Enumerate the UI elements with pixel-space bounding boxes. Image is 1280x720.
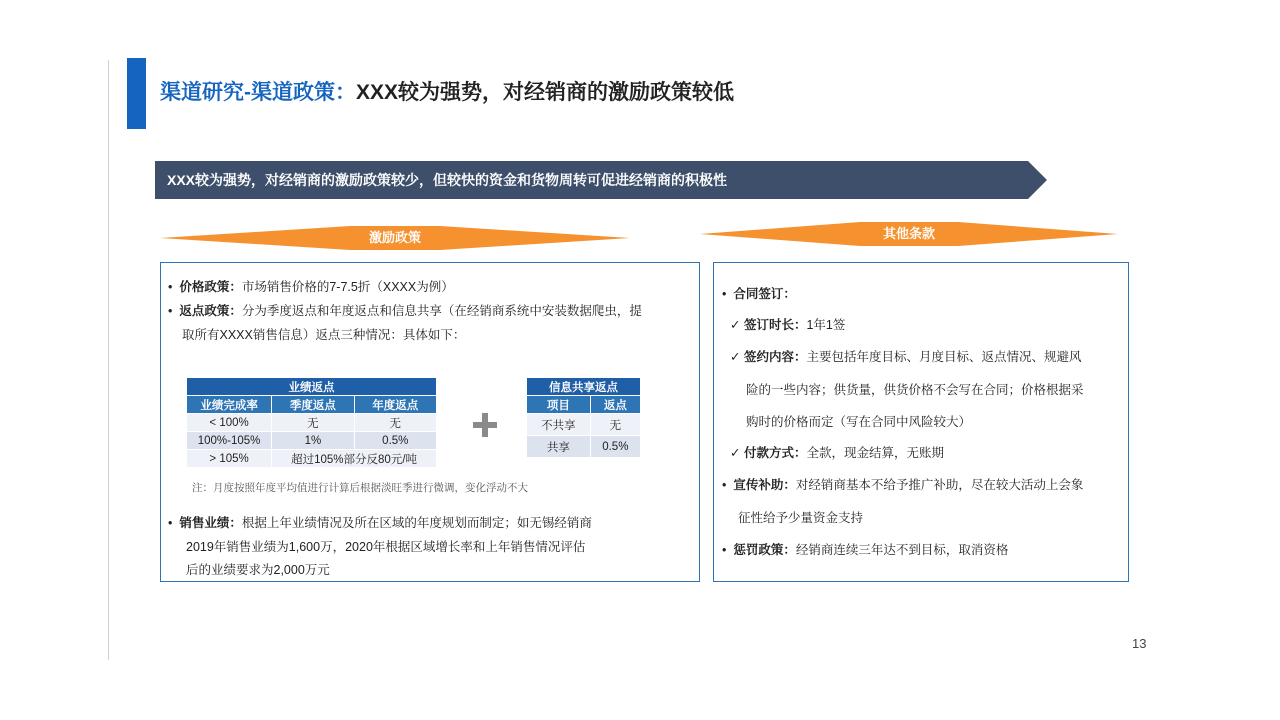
- table-cell: 0.5%: [590, 436, 640, 458]
- promotion-label: 宣传补助：: [733, 478, 796, 492]
- table-cell: 无: [354, 414, 436, 432]
- plus-icon: [473, 413, 497, 437]
- table-cell: 0.5%: [354, 432, 436, 450]
- other-terms-tag: [700, 222, 1118, 246]
- table-title: 业绩返点: [187, 378, 437, 396]
- bullet: •: [168, 304, 173, 318]
- penalty-label: 惩罚政策：: [733, 543, 796, 557]
- sales-performance-item: [168, 513, 592, 531]
- incentive-policy-tag: [160, 226, 630, 250]
- table-row: [527, 414, 641, 436]
- payment-text: 全款，现金结算，无账期: [806, 446, 944, 460]
- sales-performance-text-line2: 2019年销售业绩为1,600万，2020年根据区域增长率和上年销售情况评估: [186, 540, 586, 554]
- bullet: •: [722, 543, 727, 557]
- duration-label: 签订时长：: [743, 318, 807, 332]
- rebate-policy-text-line2: 取所有XXXX销售信息）返点三种情况：具体如下：: [182, 328, 466, 342]
- contract-item: [722, 284, 796, 302]
- check-icon: ✓: [730, 318, 741, 332]
- table-header: 季度返点: [272, 396, 354, 414]
- divider-line: [108, 60, 109, 660]
- table-header: 年度返点: [354, 396, 436, 414]
- payment-label: 付款方式：: [743, 446, 807, 460]
- contract-content-item: [730, 347, 1082, 365]
- table-header: 返点: [590, 396, 640, 414]
- contract-label: 合同签订：: [733, 287, 796, 301]
- table-cell: 超过105%部分反80元/吨: [272, 450, 437, 468]
- sales-performance-label: 销售业绩：: [179, 516, 242, 530]
- table-cell: > 105%: [187, 450, 272, 468]
- sales-performance-text-line3: 后的业绩要求为2,000万元: [186, 563, 330, 577]
- check-icon: ✓: [730, 350, 741, 364]
- content-text-line1: 主要包括年度目标、月度目标、返点情况、规避风: [806, 350, 1082, 364]
- table-row: [527, 436, 641, 458]
- rebate-policy-text-line1: 分为季度返点和年度返点和信息共享（在经销商系统中安装数据爬虫，提: [241, 304, 642, 318]
- table-cell: < 100%: [187, 414, 272, 432]
- table-cell: 无: [272, 414, 354, 432]
- price-policy-label: 价格政策：: [179, 280, 242, 294]
- banner-text: XXX较为强势，对经销商的激励政策较少，但较快的资金和货物周转可促进经销商的积极性: [167, 172, 728, 188]
- info-sharing-rebate-table: [526, 377, 641, 458]
- bullet: •: [722, 287, 727, 301]
- title-accent-bar: [127, 58, 146, 129]
- duration-text: 1年1签: [806, 318, 846, 332]
- page-title: [160, 76, 734, 106]
- table-row: [187, 432, 437, 450]
- check-icon: ✓: [730, 446, 741, 460]
- table-row: [187, 414, 437, 432]
- summary-banner: [155, 161, 1047, 199]
- penalty-policy-item: [722, 540, 1008, 558]
- table-header: 项目: [527, 396, 591, 414]
- content-label: 签约内容：: [743, 350, 807, 364]
- promotion-text-line1: 对经销商基本不给予推广补助，尽在较大活动上会象: [795, 478, 1084, 492]
- payment-method-item: [730, 443, 944, 461]
- title-prefix: 渠道研究-渠道政策：: [160, 81, 356, 104]
- table-title: 信息共享返点: [527, 378, 641, 396]
- rebate-policy-item: [168, 301, 642, 319]
- performance-rebate-table: [186, 377, 437, 468]
- table-cell: 共享: [527, 436, 591, 458]
- price-policy-text: 市场销售价格的7-7.5折（XXXX为例）: [241, 280, 454, 294]
- price-policy-item: [168, 277, 454, 295]
- penalty-text: 经销商连续三年达不到目标，取消资格: [795, 543, 1009, 557]
- table-row: [187, 450, 437, 468]
- rebate-policy-label: 返点政策：: [179, 304, 242, 318]
- page-number: 13: [1132, 636, 1147, 651]
- promotion-text-line2: 征性给予少量资金支持: [738, 511, 864, 525]
- contract-duration-item: [730, 315, 845, 333]
- incentive-tag-label: 激励政策: [368, 230, 421, 245]
- table-header: 业绩完成率: [187, 396, 272, 414]
- table-cell: 不共享: [527, 414, 591, 436]
- table-cell: 100%-105%: [187, 432, 272, 450]
- bullet: •: [168, 280, 173, 294]
- sales-performance-text-line1: 根据上年业绩情况及所在区域的年度规划而制定；如无锡经销商: [241, 516, 592, 530]
- table-footnote: 注：月度按照年度平均值进行计算后根据淡旺季进行微调，变化浮动不大: [192, 482, 528, 494]
- table-cell: 无: [590, 414, 640, 436]
- promotion-subsidy-item: [722, 475, 1083, 493]
- content-text-line2: 险的一些内容；供货量，供货价格不会写在合同；价格根据采: [746, 383, 1084, 397]
- table-cell: 1%: [272, 432, 354, 450]
- bullet: •: [168, 516, 173, 530]
- title-main: XXX较为强势，对经销商的激励政策较低: [356, 81, 735, 104]
- content-text-line3: 购时的价格而定（写在合同中风险较大）: [746, 415, 972, 429]
- bullet: •: [722, 478, 727, 492]
- other-terms-tag-label: 其他条款: [882, 226, 935, 241]
